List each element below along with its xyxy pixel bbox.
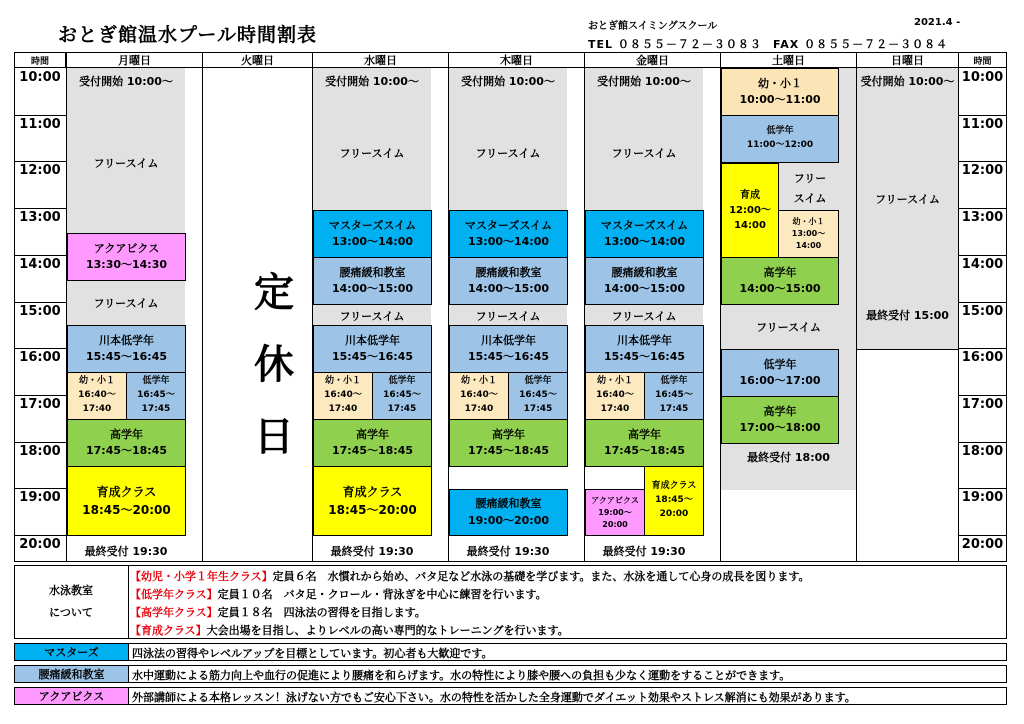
wed-masters-time: 13:00～14:00 [331,235,414,248]
fri-youtsu-time: 14:00～15:00 [603,282,686,295]
wed-low-time-a: 16:45～ [383,390,421,401]
sat-free-small-a: フリー [793,172,827,185]
mon-aqua-time: 13:30～14:30 [85,258,168,271]
header-time-right: 時間 [958,52,1007,68]
header-sat: 土曜日 [720,52,857,68]
fri-youtsu [585,257,704,305]
sat-ikusei [721,163,779,258]
wed-high-label: 高学年 [356,427,389,441]
thu-young-label: 幼・小１ [460,376,497,387]
thu-youtsu [449,257,568,305]
fri-uketsuke: 受付開始 10:00～ [597,75,691,88]
sat-young2-time-a: 13:00～ [791,229,826,238]
time-label-right: 11:00 [961,116,1004,132]
sun-uketsuke: 受付開始 10:00～ [860,75,955,88]
sat-free: フリースイム [756,321,821,334]
time-label-left: 20:00 [19,537,61,552]
thu-young-time-a: 16:40～ [460,390,498,401]
wed-ikusei-label: 育成クラス [342,485,403,499]
fri-ikusei [644,466,704,536]
thu-low-time-a: 16:45～ [519,390,557,401]
wed-youtsu-label: 腰痛緩和教室 [339,265,406,279]
time-label-left: 16:00 [19,350,61,366]
fri-aqua-time: 19:00～20:00 [598,507,632,529]
sat-high2-time: 17:00～18:00 [739,421,821,434]
mon-aqua-label: アクアビクス [93,241,160,255]
mon-ikusei-time: 18:45～20:00 [82,503,171,517]
notes-line1-text: 定員６名 水慣れから始め、バタ足など水泳の基礎を学びます。また、水泳を通して心身の成長を図ります。 [272,570,810,583]
thu-high-label: 高学年 [492,427,525,441]
fax-number: FAX ０８５５－７２－３０８４ [773,38,949,51]
time-label-left: 17:00 [19,396,61,412]
notes-aqua-label: アクアビクス [15,688,128,704]
mon-kawamoto-label: 川本低学年 [99,333,154,347]
time-label-left: 10:00 [19,70,61,85]
wed-free-2: フリースイム [339,310,405,323]
time-label-right: 20:00 [961,537,1004,552]
header-fri: 金曜日 [584,52,721,68]
mon-young [67,372,127,420]
notes-line2 [130,586,547,602]
fri-ikusei-time-b: 20:00 [659,508,689,519]
thu-last: 最終受付 19:30 [466,545,550,558]
thu-masters-time: 13:00～14:00 [467,235,550,248]
thu-free-1: フリースイム [475,147,541,160]
time-label-right: 12:00 [961,163,1004,179]
mon-free-1: フリースイム [93,157,159,170]
fri-high-label: 高学年 [628,427,661,441]
sat-young2-time-b: 14:00 [795,241,822,250]
mon-uketsuke: 受付開始 10:00～ [79,75,173,88]
fri-low [644,372,704,420]
wed-young-label: 幼・小１ [324,376,361,387]
fri-masters [585,210,704,258]
notes-line4 [130,622,569,638]
fri-aqua-label: アクアビクス [591,495,639,505]
fri-kawamoto-time: 15:45～16:45 [603,350,686,363]
notes-line2-text: 定員１０名 バタ足・クロール・背泳ぎを中心に練習を行います。 [217,588,547,601]
fri-young [585,372,645,420]
notes-line1 [130,568,809,584]
fri-free-1: フリースイム [611,147,677,160]
wed-ikusei [313,466,432,536]
fri-ikusei-label: 育成クラス [651,481,697,492]
fri-low-time-b: 17:45 [659,403,689,414]
mon-high-label: 高学年 [110,427,143,441]
thu-youtsu2-label: 腰痛緩和教室 [475,497,542,510]
mon-low-label: 低学年 [142,376,170,387]
notes-line4-text: 大会出場を目指し、よりレベルの高い専門的なトレーニングを行います。 [206,624,569,637]
sat-ikusei-label: 育成 [740,190,760,201]
fri-youtsu-label: 腰痛緩和教室 [611,265,678,279]
page-title: おとぎ館温水プール時間割表 [58,24,318,46]
mon-ikusei-label: 育成クラス [96,485,157,499]
fri-free-2: フリースイム [611,310,677,323]
thu-masters-label: マスターズスイム [464,218,553,232]
fri-kawamoto [585,325,704,373]
sat-high1-label: 高学年 [763,265,797,279]
thu-young-time-b: 17:40 [464,403,494,414]
wed-low-time-b: 17:45 [387,403,417,414]
fri-young-time-b: 17:40 [600,403,630,414]
thu-youtsu2 [449,489,568,536]
mon-low-time-b: 17:45 [141,403,171,414]
notes-line1-tag: 【幼児・小学１年生クラス】 [130,570,273,583]
thu-uketsuke: 受付開始 10:00～ [461,75,555,88]
wed-masters [313,210,432,258]
sat-young2-label: 幼・小１ [792,217,825,226]
mon-young-time-a: 16:40～ [78,390,116,401]
fri-last: 最終受付 19:30 [602,545,686,558]
fri-low-time-a: 16:45～ [655,390,693,401]
fri-masters-time: 13:00～14:00 [603,235,686,248]
notes-classes-label-b: について [49,606,93,619]
wed-ikusei-time: 18:45～20:00 [328,503,417,517]
notes-youtsu-text: 水中運動による筋力向上や血行の促進により腰痛を和らげます。水の特性により膝や腰への負担も少なく運動をすることができます。 [132,669,791,682]
notes-line3-text: 定員１８名 四泳法の習得を目指します。 [217,606,426,619]
timetable [14,52,1007,562]
sat-low1-time: 11:00～12:00 [746,140,814,150]
sat-young [721,68,839,116]
notes-masters-text: 四泳法の習得やレベルアップを目標としています。初心者も大歓迎です。 [132,647,493,660]
header-time: 時間 [14,52,66,68]
sat-young-time: 10:00～11:00 [739,93,821,106]
notes-line3-tag: 【高学年クラス】 [130,606,218,619]
wed-kawamoto-label: 川本低学年 [345,333,400,347]
time-label-right: 18:00 [961,443,1004,459]
wed-last: 最終受付 19:30 [330,545,414,558]
header-thu: 木曜日 [448,52,585,68]
wed-kawamoto [313,325,432,373]
thu-low-time-b: 17:45 [523,403,553,414]
notes-line2-tag: 【低学年クラス】 [130,588,218,601]
fri-young-time-a: 16:40～ [596,390,634,401]
mon-last: 最終受付 19:30 [84,545,168,558]
sat-ikusei-time-a: 12:00～ [729,205,771,216]
mon-kawamoto-time: 15:45～16:45 [85,350,168,363]
time-label-left: 12:00 [19,163,61,179]
thu-kawamoto-time: 15:45～16:45 [467,350,550,363]
mon-kawamoto [67,325,186,373]
mon-young-time-b: 17:40 [82,403,112,414]
sat-young2 [778,210,839,258]
time-label-left: 14:00 [19,256,61,272]
time-label-left: 11:00 [19,116,61,132]
fri-young-label: 幼・小１ [596,376,633,387]
sat-high2-label: 高学年 [763,404,797,418]
tue-closed-3: 日 [254,414,294,460]
wed-high [313,419,432,467]
school-name: おとぎ館スイミングスクール [588,21,718,32]
thu-low-label: 低学年 [524,376,552,387]
thu-masters [449,210,568,258]
tue-closed-2: 休 [254,342,294,388]
mon-free-block [67,68,185,325]
mon-high [67,419,186,467]
notes-youtsu-label: 腰痛緩和教室 [15,666,128,682]
thu-young [449,372,509,420]
fri-masters-label: マスターズスイム [600,218,689,232]
sat-high1-time: 14:00～15:00 [739,282,821,295]
notes-classes-label-a: 水泳教室 [49,584,93,597]
thu-low [508,372,568,420]
thu-kawamoto [449,325,568,373]
time-label-left: 19:00 [19,490,61,506]
notes-classes-label [14,565,128,639]
header-wed: 水曜日 [312,52,449,68]
mon-free-2: フリースイム [93,297,159,310]
mon-low [126,372,186,420]
fri-high-time: 17:45～18:45 [603,444,686,457]
sat-low2 [721,349,839,397]
sat-free-small-b: スイム [793,191,827,205]
wed-young [313,372,373,420]
header-sun: 日曜日 [856,52,959,68]
time-label-left: 18:00 [19,443,61,459]
effective-date: 2021.4 - [914,17,961,28]
wed-high-time: 17:45～18:45 [331,444,414,457]
thu-youtsu-time: 14:00～15:00 [467,282,550,295]
wed-young-time-a: 16:40～ [324,390,362,401]
phone-number: TEL ０８５５－７２－３０８３ [588,38,762,51]
fri-kawamoto-label: 川本低学年 [617,333,672,347]
time-label-right: 19:00 [961,490,1004,506]
wed-low [372,372,432,420]
fri-ikusei-time-a: 18:45～ [655,495,693,506]
sat-low1-label: 低学年 [766,126,794,137]
wed-free-1: フリースイム [339,147,405,160]
time-label-right: 14:00 [961,256,1004,272]
sat-high2 [721,396,839,444]
thu-kawamoto-label: 川本低学年 [481,333,536,347]
wed-youtsu-time: 14:00～15:00 [331,282,414,295]
header-tue: 火曜日 [202,52,313,68]
wed-low-label: 低学年 [388,376,416,387]
sat-low1 [721,115,839,163]
tue-closed-1: 定 [254,270,294,316]
mon-aqua [67,233,186,281]
thu-youtsu2-time: 19:00～20:00 [467,513,550,527]
fri-high [585,419,704,467]
notes-line4-tag: 【育成クラス】 [130,624,207,637]
wed-youtsu [313,257,432,305]
sat-free-small [781,169,839,209]
mon-high-time: 17:45～18:45 [85,444,168,457]
thu-youtsu-label: 腰痛緩和教室 [475,265,542,279]
sun-free: フリースイム [875,193,940,206]
time-label-right: 10:00 [961,70,1004,85]
time-label-right: 13:00 [961,210,1004,226]
thu-free-2: フリースイム [475,310,541,323]
mon-ikusei [67,466,186,536]
time-label-right: 16:00 [961,350,1004,366]
wed-young-time-b: 17:40 [328,403,358,414]
mon-low-time-a: 16:45～ [137,390,175,401]
sat-low2-time: 16:00～17:00 [739,374,821,387]
time-label-left: 13:00 [19,210,61,226]
wed-uketsuke: 受付開始 10:00～ [325,75,419,88]
fri-low-label: 低学年 [660,376,688,387]
header-mon: 月曜日 [66,52,203,68]
notes-aqua-text: 外部講師による本格レッスン！泳げない方でもご安心下さい。水の特性を活かした全身運動でダイエット効果やストレス解消にも効果があります。 [132,691,856,704]
fri-aqua [585,489,645,536]
wed-kawamoto-time: 15:45～16:45 [331,350,414,363]
thu-high-time: 17:45～18:45 [467,444,550,457]
time-label-right: 15:00 [961,303,1004,319]
thu-high [449,419,568,467]
sat-high1 [721,257,839,305]
sun-last: 最終受付 15:00 [866,309,949,322]
sat-ikusei-time-b: 14:00 [734,220,766,231]
sat-last: 最終受付 18:00 [747,451,830,464]
time-label-right: 17:00 [961,396,1004,412]
wed-masters-label: マスターズスイム [328,218,417,232]
notes-line3 [130,604,426,620]
mon-young-label: 幼・小１ [78,376,115,387]
sat-low2-label: 低学年 [763,357,797,371]
sat-young-label: 幼・小１ [758,76,802,90]
notes-masters-label: マスターズ [15,644,128,660]
time-label-left: 15:00 [19,303,61,319]
